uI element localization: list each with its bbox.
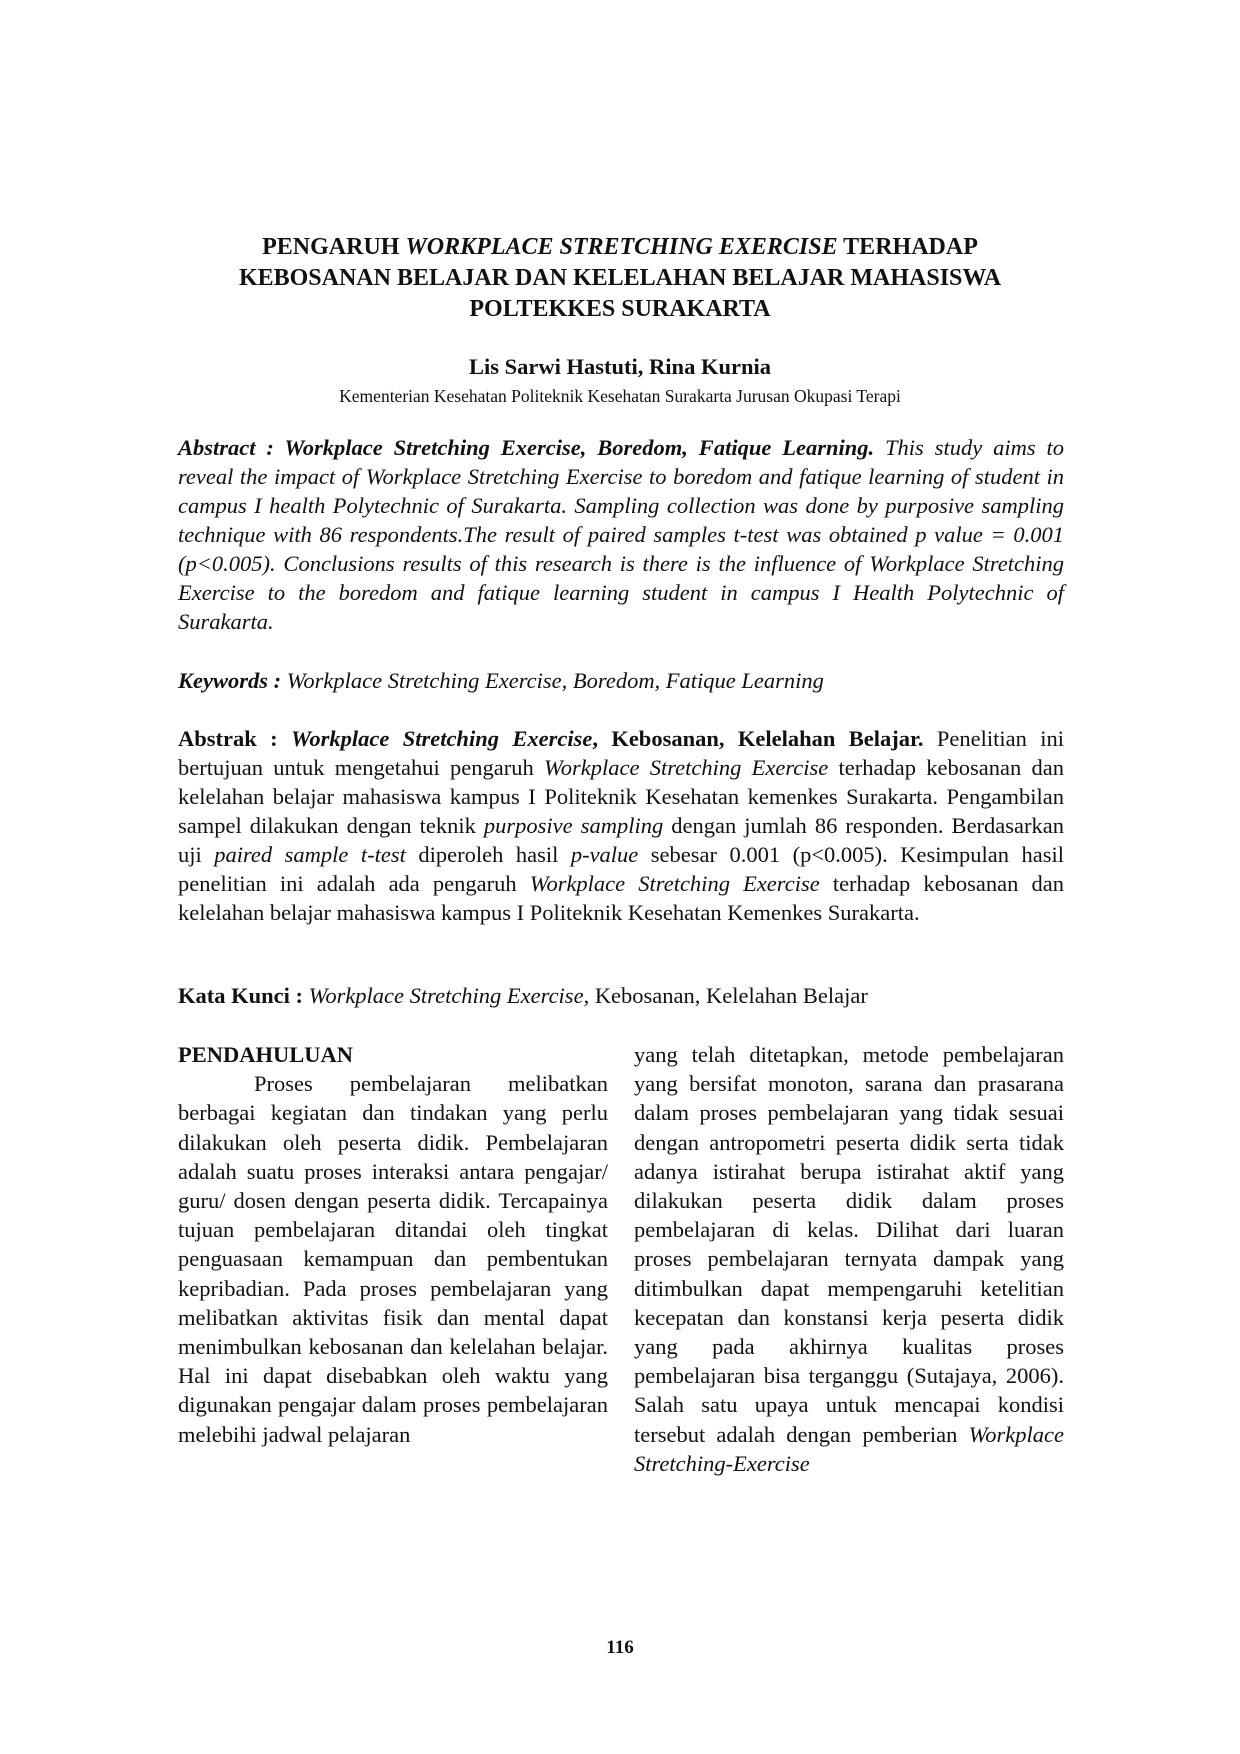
author-list: Lis Sarwi Hastuti, Rina Kurnia [469,354,771,379]
title-line-2: KEBOSANAN BELAJAR DAN KELELAHAN BELAJAR MAHASISWA [238,265,1002,291]
abstract-english [178,433,1064,636]
section-heading: PENDAHULUAN [178,1042,354,1067]
body-paragraph-left: Proses pembelajaran melibatkan berbagai kegiatan dan tindakan yang perlu dilakukan oleh peserta didik. Pembelajaran adalah suatu proses interaksi antara pengajar/ guru/ dosen dengan peserta didik. Tercapainya tujuan pembelajaran ditandai oleh tingkat penguasaan kemampuan dan pembentukan kepribadian. Pada proses pembelajaran yang melibatkan aktivitas fisik dan mental dapat menimbulkan kebosanan dan kelelahan belajar. Hal ini dapat disebabkan oleh waktu yang digunakan pengajar dalam proses pembelajaran melebihi jadwal pelajaran [178,1071,608,1447]
title-italic-term: WORKPLACE STRETCHING EXERCISE [405,234,838,260]
paper-title [180,232,1060,325]
body-column-left [178,1040,608,1449]
body-paragraph-right: yang telah ditetapkan, metode pembelajaran yang bersifat monoton, sarana dan prasarana dalam proses pembelajaran yang tidak sesuai dengan antropometri peserta didik serta tidak adanya istirahat berupa istirahat aktif yang dilakukan peserta didik dalam proses pembelajaran di kelas. Dilihat dari luaran proses pembelajaran ternyata dampak yang ditimbulkan dapat mempengaruhi ketelitian kecepatan dan konstansi kerja peserta didik yang pada akhirnya kualitas proses pembelajaran bisa terganggu (Sutajaya, 2006). Salah satu upaya untuk mencapai kondisi tersebut adalah dengan pemberian [634,1042,1064,1447]
title-line-1: PENGARUH WORKPLACE STRETCHING EXERCISE TERHADAP [262,234,978,260]
abstract-indonesian: Abstrak : Workplace Stretching Exercise, Kebosanan, Kelelahan Belajar. Penelitian ini bertujuan untuk mengetahui pengaruh Workplace Stretching Exercise terhadap kebosanan dan kelelahan belajar mahasiswa kampus I Politeknik Kesehatan kemenkes Surakarta. Pengambilan sampel dilakukan dengan teknik purposive sampling dengan jumlah 86 responden. Berdasarkan uji paired sample t-test diperoleh hasil p-value sebesar 0.001 (p<0.005). Kesimpulan hasil penelitian ini adalah ada pengaruh Workplace Stretching Exercise terhadap kebosanan dan kelelahan belajar mahasiswa kampus I Politeknik Kesehatan Kemenkes Surakarta. [178,726,1065,925]
title-line-3: POLTEKKES SURAKARTA [469,296,771,322]
abstract-english-text: This study aims to reveal the impact of Workplace Stretching Exercise to boredom and fatique learning of student in campus I health Polytechnic of Surakarta. Sampling collection was done by purposive sampling technique with 86 respondents.The result of paired samples t-test was obtained p value = 0.001 (p<0.005). Conclusions results of this research is there is the influence of Workplace Stretching Exercise to the boredom and fatique learning student in campus I Health Polytechnic of Surakarta. [178,435,1064,634]
keywords-english-text: Workplace Stretching Exercise, Boredom, Fatique Learning [281,668,824,693]
kata-kunci-label: Kata Kunci : [178,983,304,1008]
keywords-english [178,666,1064,695]
keywords-english-label: Keywords : [178,668,282,693]
author-affiliation: Kementerian Kesehatan Politeknik Kesehatan Surakarta Jurusan Okupasi Terapi [339,386,901,406]
kata-kunci: Kata Kunci : Workplace Stretching Exercise, Kebosanan, Kelelahan Belajar [178,983,868,1008]
abstrak-label: Abstrak : Workplace Stretching Exercise, Kebosanan, Kelelahan Belajar. [178,726,924,751]
body-column-right [634,1040,1064,1478]
body-italic-term: Workplace Stretching-Exercise [634,1421,1064,1476]
page-number: 116 [606,1637,634,1658]
abstract-english-label: Abstract : Workplace Stretching Exercise, Boredom, Fatique Learning. [178,435,875,460]
